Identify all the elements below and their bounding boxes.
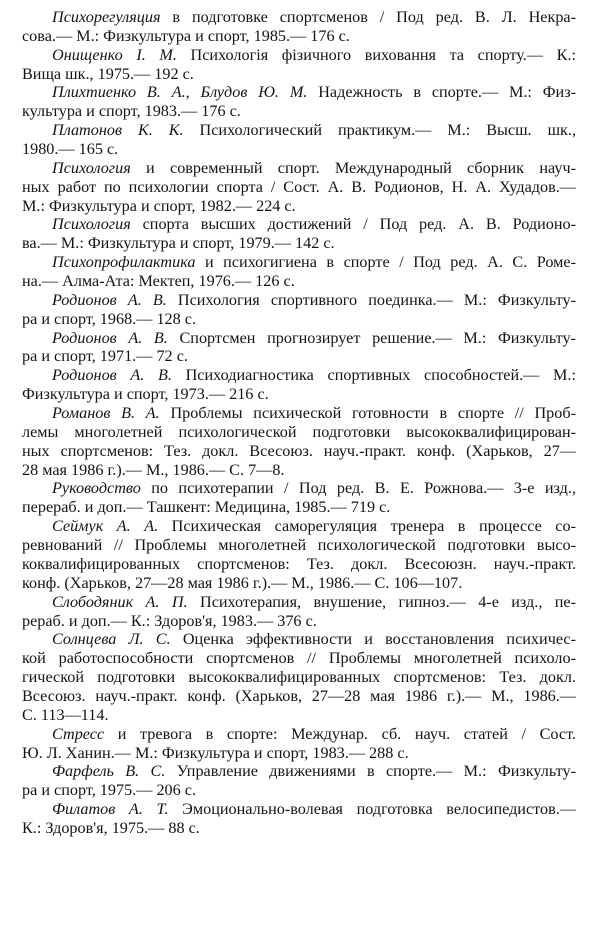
entry-text: Спортсмен прогнозирует решение.— М.: Физкульту- bbox=[167, 328, 576, 347]
entry-line bbox=[22, 8, 576, 27]
bibliography-entry bbox=[22, 800, 576, 838]
entry-line bbox=[22, 442, 576, 461]
entry-text: кой работоспособности спортсменов // Проблемы многолетней психоло- bbox=[22, 649, 576, 668]
entry-text: Оценка эффективности и восстановления психичес- bbox=[170, 630, 576, 649]
entry-line bbox=[22, 725, 576, 744]
entry-text: Психическая саморегуляция тренера в процессе со- bbox=[158, 517, 576, 536]
entry-text: М.: Физкультура и спорт, 1982.— 224 с. bbox=[22, 196, 296, 215]
entry-line bbox=[22, 140, 576, 159]
entry-author-or-title: Платонов К. К. bbox=[52, 121, 184, 140]
entry-line bbox=[22, 574, 576, 593]
entry-author-or-title: Романов В. А. bbox=[52, 404, 160, 423]
entry-text: ра и спорт, 1968.— 128 с. bbox=[22, 309, 197, 328]
entry-text: сова.— М.: Физкультура и спорт, 1985.— 176 с. bbox=[22, 26, 350, 45]
entry-author-or-title: Родионов А. В. bbox=[52, 328, 168, 347]
entry-author-or-title: Сеймук А. А. bbox=[52, 517, 159, 536]
entry-text: в подготовке спортсменов / Под ред. В. Л. Некра- bbox=[160, 8, 576, 26]
entry-line bbox=[22, 687, 576, 706]
entry-text: рераб. и доп.— К.: Здоров'я, 1983.— 376 с. bbox=[22, 611, 317, 630]
entry-line bbox=[22, 744, 576, 763]
entry-text: 28 мая 1986 г.).— М., 1986.— С. 7—8. bbox=[22, 460, 285, 479]
entry-line bbox=[22, 65, 576, 84]
bibliography-entry bbox=[22, 329, 576, 367]
entry-text: Физкультура и спорт, 1973.— 216 с. bbox=[22, 385, 269, 404]
entry-text: Психологія фізичного виховання та спорту.— К.: bbox=[176, 45, 577, 64]
entry-text: К.: Здоров'я, 1975.— 88 с. bbox=[22, 818, 200, 837]
entry-line bbox=[22, 800, 576, 819]
bibliography-page bbox=[22, 8, 576, 838]
entry-text: спорта высших достижений / Под ред. А. В. Родионо- bbox=[130, 215, 576, 234]
entry-line bbox=[22, 612, 576, 631]
entry-line bbox=[22, 555, 576, 574]
entry-line bbox=[22, 215, 576, 234]
entry-author-or-title: Онищенко І. М. bbox=[52, 45, 177, 64]
entry-text: Психотерапия, внушение, гипноз.— 4-е изд., пе- bbox=[187, 592, 576, 611]
bibliography-entry bbox=[22, 159, 576, 216]
entry-line bbox=[22, 630, 576, 649]
entry-text: ных спортсменов: Тез. докл. Всесоюз. науч.-практ. конф. (Харьков, 27— bbox=[22, 441, 576, 460]
entry-text: перераб. и доп.— Ташкент: Медицина, 1985.— 719 с. bbox=[22, 498, 391, 517]
bibliography-entry bbox=[22, 630, 576, 724]
entry-author-or-title: Родионов А. В. bbox=[52, 290, 167, 309]
entry-line bbox=[22, 762, 576, 781]
entry-text: гической подготовки высококвалифицированных спортсменов: Тез. докл. bbox=[22, 668, 576, 687]
entry-line bbox=[22, 272, 576, 291]
entry-author-or-title: Стресс bbox=[52, 724, 105, 743]
entry-line bbox=[22, 234, 576, 253]
entry-line bbox=[22, 347, 576, 366]
entry-author-or-title: Психология bbox=[52, 215, 131, 234]
bibliography-entry bbox=[22, 253, 576, 291]
entry-author-or-title: Слободяник А. П. bbox=[52, 592, 188, 611]
entry-line bbox=[22, 404, 576, 423]
entry-line bbox=[22, 517, 576, 536]
entry-line bbox=[22, 819, 576, 838]
entry-author-or-title: Психорегуляция bbox=[52, 8, 161, 26]
entry-line bbox=[22, 366, 576, 385]
entry-line bbox=[22, 423, 576, 442]
entry-text: С. 113—114. bbox=[22, 705, 109, 724]
bibliography-entry bbox=[22, 291, 576, 329]
bibliography-entry bbox=[22, 46, 576, 84]
bibliography-entry bbox=[22, 404, 576, 479]
entry-text: на.— Алма-Ата: Мектеп, 1976.— 126 с. bbox=[22, 272, 295, 291]
entry-text: ра и спорт, 1971.— 72 с. bbox=[22, 347, 188, 366]
entry-line bbox=[22, 83, 576, 102]
entry-line bbox=[22, 781, 576, 800]
entry-author-or-title: Психология bbox=[52, 158, 131, 177]
entry-author-or-title: Солнцева Л. С. bbox=[52, 630, 171, 649]
entry-line bbox=[22, 461, 576, 480]
entry-line bbox=[22, 310, 576, 329]
entry-text: культура и спорт, 1983.— 176 с. bbox=[22, 102, 241, 121]
entry-text: и психогигиена в спорте / Под ред. А. С. Роме- bbox=[195, 253, 576, 272]
entry-author-or-title: Плихтиенко В. А., Блудов Ю. М. bbox=[52, 83, 308, 102]
entry-text: Психодиагностика спортивных способностей.— М.: bbox=[171, 366, 576, 385]
entry-text: Эмоционально-волевая подготовка велосипедистов.— bbox=[168, 800, 576, 819]
entry-text: Управление движениями в спорте.— М.: Физкульту- bbox=[165, 762, 576, 781]
entry-text: ва.— М.: Физкультура и спорт, 1979.— 142 с. bbox=[22, 234, 335, 253]
entry-text: Психология спортивного поединка.— М.: Физкульту- bbox=[166, 290, 576, 309]
entry-text: 1980.— 165 с. bbox=[22, 140, 119, 159]
entry-text: коквалифицированных спортсменов: Тез. докл. Всесоюзн. науч.-практ. bbox=[22, 554, 576, 573]
entry-author-or-title: Фарфель В. С. bbox=[52, 762, 166, 781]
entry-line bbox=[22, 291, 576, 310]
entry-text: по психотерапии / Под ред. В. Е. Рожнова.— 3-е изд., bbox=[140, 479, 576, 498]
entry-line bbox=[22, 479, 576, 498]
entry-line bbox=[22, 329, 576, 348]
entry-text: Проблемы психической готовности в спорте // Проб- bbox=[159, 404, 576, 423]
entry-line bbox=[22, 159, 576, 178]
entry-text: и тревога в спорте: Междунар. сб. науч. статей / Сост. bbox=[104, 724, 576, 743]
entry-line bbox=[22, 498, 576, 517]
bibliography-entry bbox=[22, 479, 576, 517]
entry-text: и современный спорт. Международный сборник науч- bbox=[130, 158, 576, 177]
entry-text: Надежность в спорте.— М.: Физ- bbox=[307, 83, 576, 102]
bibliography-entry bbox=[22, 517, 576, 592]
bibliography-entry bbox=[22, 8, 576, 46]
entry-line bbox=[22, 668, 576, 687]
entry-line bbox=[22, 536, 576, 555]
bibliography-entry bbox=[22, 762, 576, 800]
entry-text: лемы многолетней психологической подготовки высококвалифицирован- bbox=[22, 422, 576, 441]
entry-line bbox=[22, 27, 576, 46]
bibliography-entry bbox=[22, 725, 576, 763]
bibliography-entry bbox=[22, 366, 576, 404]
entry-author-or-title: Филатов А. Т. bbox=[52, 800, 169, 819]
entry-line bbox=[22, 593, 576, 612]
bibliography-entry bbox=[22, 215, 576, 253]
entry-text: конф. (Харьков, 27—28 мая 1986 г.).— М., 1986.— С. 106—107. bbox=[22, 573, 463, 592]
entry-text: Ю. Л. Ханин.— М.: Физкультура и спорт, 1983.— 288 с. bbox=[22, 743, 409, 762]
bibliography-entry bbox=[22, 121, 576, 159]
entry-line bbox=[22, 46, 576, 65]
entry-author-or-title: Психопрофилактика bbox=[52, 253, 196, 272]
entry-text: Всесоюз. науч.-практ. конф. (Харьков, 27—28 мая 1986 г.).— М., 1986.— bbox=[22, 686, 576, 705]
bibliography-entry bbox=[22, 593, 576, 631]
entry-line bbox=[22, 649, 576, 668]
entry-text: ревнований // Проблемы многолетней психологической подготовки высо- bbox=[22, 536, 576, 555]
entry-text: ных работ по психологии спорта / Сост. А. В. Родионов, Н. А. Худадов.— bbox=[22, 177, 576, 196]
entry-line bbox=[22, 178, 576, 197]
entry-text: Вища шк., 1975.— 192 с. bbox=[22, 64, 194, 83]
entry-line bbox=[22, 102, 576, 121]
bibliography-entry bbox=[22, 83, 576, 121]
entry-line bbox=[22, 197, 576, 216]
entry-author-or-title: Родионов А. В. bbox=[52, 366, 172, 385]
entry-line bbox=[22, 385, 576, 404]
entry-text: Психологический практикум.— М.: Высш. шк., bbox=[183, 121, 576, 140]
entry-author-or-title: Руководство bbox=[52, 479, 141, 498]
entry-line bbox=[22, 706, 576, 725]
entry-text: ра и спорт, 1975.— 206 с. bbox=[22, 781, 197, 800]
entry-line bbox=[22, 253, 576, 272]
entry-line bbox=[22, 121, 576, 140]
